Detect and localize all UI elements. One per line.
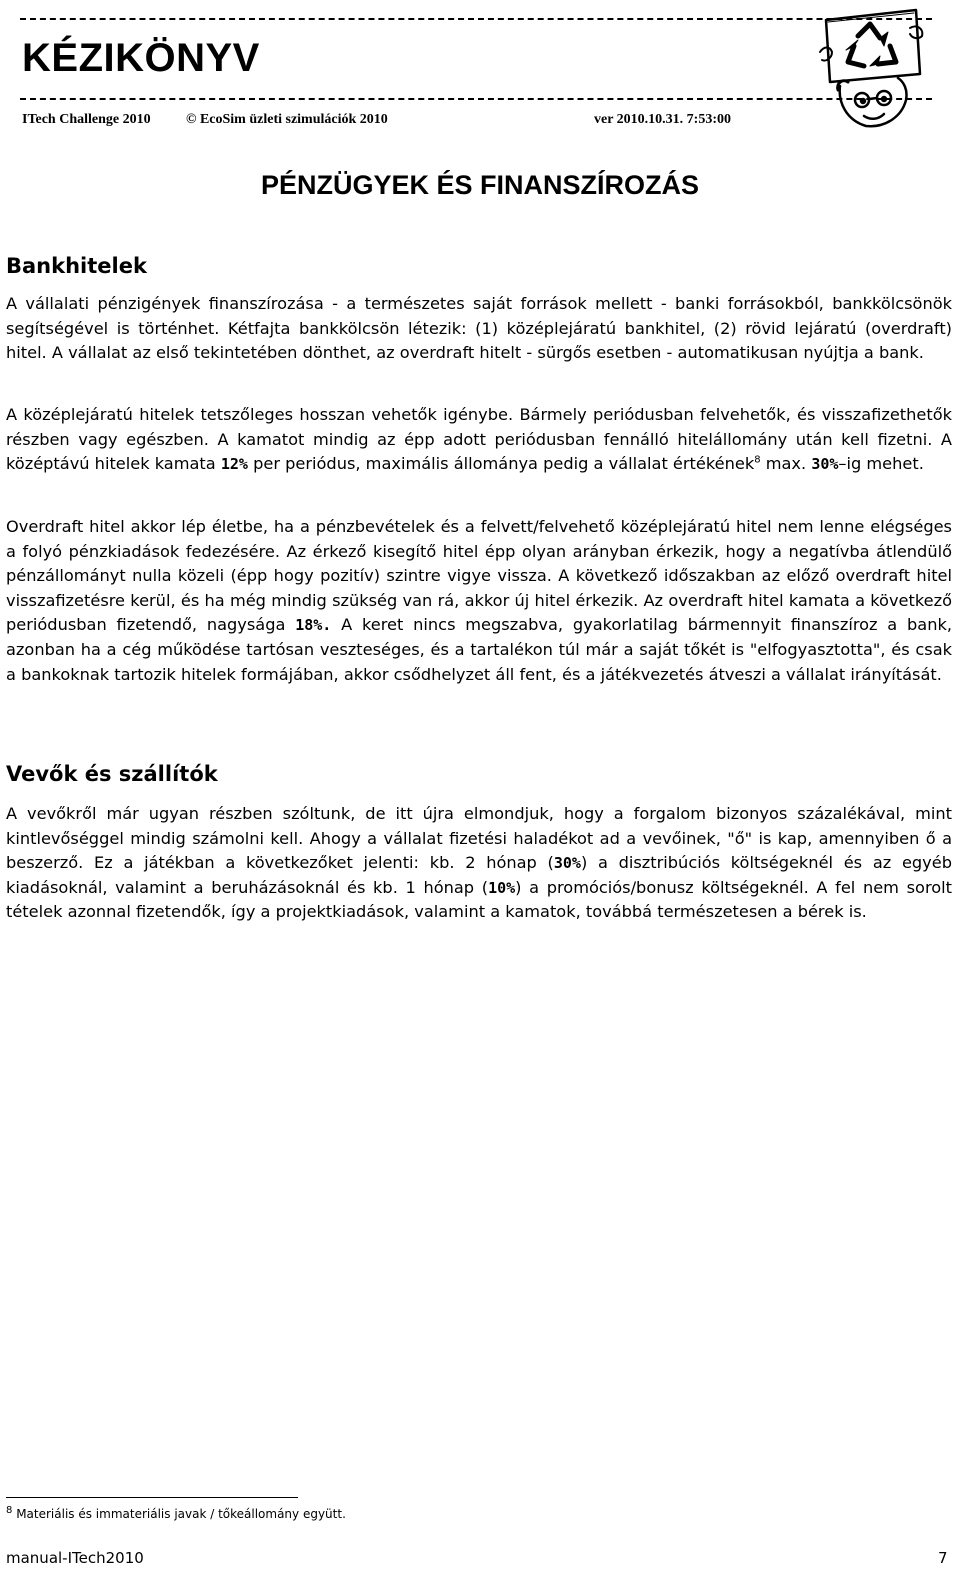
version-stamp: ver 2010.10.31. 7:53:00 (594, 112, 731, 127)
text-segment: A középlejáratú hitelek tetszőleges hosszan vehetők igénybe. Bármely periódusban felvehetők, és visszafizethetők részben vagy egészben. A kamatot mindig az épp adott periódusban fennálló hitelállomány után kell fizetni. A középtávú hitelek kamata (6, 405, 952, 474)
text-segment: –ig mehet. (838, 454, 924, 474)
interest-rate-value: 12% (220, 455, 248, 474)
header-rule-bottom (20, 98, 932, 100)
footnote-separator (6, 1497, 298, 1498)
heading-bank-loans: Bankhitelek (6, 254, 147, 278)
paragraph-medium-term-loans (6, 403, 952, 477)
text-segment: per periódus, maximális állománya pedig a vállalat értékének (253, 454, 755, 474)
challenge-name: ITech Challenge 2010 (22, 112, 151, 127)
document-title: KÉZIKÖNYV (22, 36, 260, 80)
text-segment: max. (765, 454, 807, 474)
percent-value: 30% (553, 854, 581, 873)
paragraph-overdraft (6, 515, 952, 687)
text-segment: Overdraft hitel akkor lép életbe, ha a pénzbevételek és a felvett/felvehető középlejáratú hitel nem lenne elégséges a folyó pénzkiadások fedezésére. Az érkező kisegítő hitel épp olyan arányban érkezik, hogy a negatívba átlendülő pénzállományt nulla közeli (épp hogy pozitív) szintre vigye vissza. A következő időszakban az előző overdraft hitel visszafizetésre kerül, és ha még mindig szükség van rá, akkor új hitel érkezik. Az overdraft hitel kamata a következő periódusban fizetendő, nagysága (6, 517, 952, 635)
max-ratio-value: 30% (811, 455, 839, 474)
text-segment: ) a disztribúciós költségeknél és az egyéb kiadásoknál, valamint a beruházásoknál és kb. 1 hónap ( (6, 853, 952, 897)
footnote-number: 8 (6, 1505, 13, 1516)
section-title: PÉNZÜGYEK ÉS FINANSZÍROZÁS (260, 170, 700, 200)
footnote-reference: 8 (754, 454, 761, 466)
paragraph-customers (6, 802, 952, 925)
percent-value: 10% (488, 878, 516, 897)
footer-document-name: manual-ITech2010 (6, 1549, 144, 1567)
heading-customers-suppliers: Vevők és szállítók (6, 762, 218, 786)
paragraph-bank-intro: A vállalati pénzigények finanszírozása - a természetes saját források mellett - banki forrásokból, bankkölcsönök segítségével is történhet. Kétfajta bankkölcsön létezik: (1) középlejáratú bankhitel, (2) rövid lejáratú (overdraft) hitel. A vállalat az első tekintetében dönthet, az overdraft hitelt - sürgős esetben - automatikusan nyújtja a bank. (6, 294, 952, 363)
page-number: 7 (938, 1549, 948, 1567)
overdraft-rate-value: 18%. (295, 616, 332, 635)
text-segment: ) a promóciós/bonusz költségeknél. A fel nem sorolt tételek azonnal fizetendők, így a projektkiadások, valamint a kamatok, továbbá természetesen a bérek is. (6, 877, 952, 922)
footnote-text: Materiális és immateriális javak / tőkeállomány együtt. (16, 1507, 346, 1521)
footnote (6, 1504, 346, 1524)
recycling-mascot-logo (818, 6, 928, 128)
header-rule-top (20, 18, 932, 20)
text-segment: A keret nincs megszabva, gyakorlatilag bármennyit finanszíroz a bank, azonban ha a cég működése tartósan veszteséges, és a tartalékon túl már a saját tőkét is "elfogyasztotta", és csak a bankoknak tartozik hitelek formájában, akkor csődhelyzet áll fent, és a játékvezetés átveszi a vállalat irányítását. (6, 615, 952, 684)
text-segment: A vevőkről már ugyan részben szóltunk, de itt újra elmondjuk, hogy a forgalom bizonyos százalékával, mint kintlevőséggel mindig számolni kell. Ahogy a vállalat fizetési haladékot ad a vevőinek, "ő" is kap, amennyiben ő a beszerző. Ez a játékban a következőket jelenti: kb. 2 hónap ( (6, 804, 952, 873)
copyright-notice: © EcoSim üzleti szimulációk 2010 (186, 112, 388, 127)
